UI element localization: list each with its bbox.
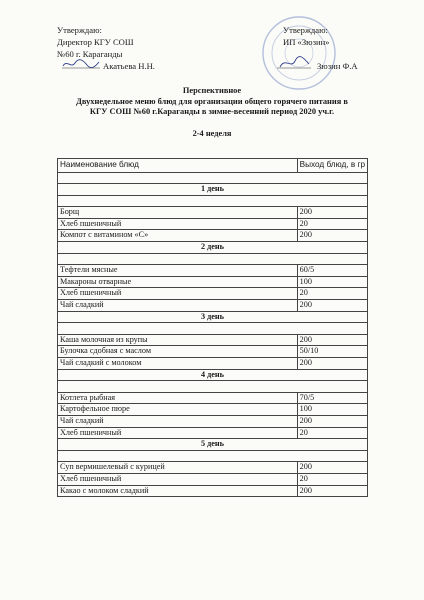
day-row [58,184,368,196]
dish-output: 200 [297,334,367,346]
table-row [58,415,368,427]
day-row [58,242,368,254]
day-label: 5 день [58,439,368,451]
dish-output: 20 [297,427,367,439]
table-header-row [58,159,368,173]
dish-output: 70/5 [297,392,367,404]
approval-block-right [283,24,358,72]
table-row [58,462,368,474]
contractor-name: Зюзин Ф.А [317,61,358,71]
contractor-signature-line [283,60,358,72]
document-title [40,86,384,118]
dish-name: Суп вермишелевый с курицей [58,462,298,474]
dish-output: 200 [297,358,367,370]
contractor-signature-icon [277,55,313,71]
week-label: 2-4 неделя [192,129,232,138]
spacer-row [58,195,368,207]
title-line-3: КГУ СОШ №60 г.Караганды в зимне-весенний период 2020 уч.г. [89,107,335,116]
table-row [58,207,368,219]
dish-name: Чай сладкий с молоком [58,358,298,370]
dish-name: Картофельное пюре [58,404,298,416]
table-row [58,218,368,230]
school-name: №60 г. Караганды [57,49,123,59]
dish-name: Какао с молоком сладкий [58,485,298,497]
dish-name: Чай сладкий [58,415,298,427]
dish-name: Чай сладкий [58,300,298,312]
day-label: 4 день [58,369,368,381]
dish-name: Компот с витамином «С» [58,230,298,242]
spacer-row [58,323,368,335]
title-line-2: Двухнедельное меню блюд для организации общего горячего питания в [76,96,348,106]
dish-name: Булочка сдобная с маслом [58,346,298,358]
dish-output: 200 [297,230,367,242]
dish-name: Борщ [58,207,298,219]
table-row [58,404,368,416]
dish-output: 200 [297,415,367,427]
day-label: 3 день [58,311,368,323]
dish-name: Тефтели мясные [58,265,298,277]
table-row [58,473,368,485]
day-row [58,439,368,451]
dish-name: Хлеб пшеничный [58,288,298,300]
dish-output: 50/10 [297,346,367,358]
table-row [58,427,368,439]
column-header-output: Выход блюд, в гр [297,159,367,173]
title-line-1: Перспективное [182,86,242,95]
dish-name: Котлета рыбная [58,392,298,404]
column-header-dish: Наименование блюд [58,159,298,173]
table-row [58,392,368,404]
dish-output: 200 [297,462,367,474]
dish-name: Каша молочная из крупы [58,334,298,346]
approve-label-right: Утверждаю: [283,25,328,35]
director-signature-icon [61,57,101,71]
table-row [58,334,368,346]
dish-output: 20 [297,288,367,300]
approval-block-left [57,24,155,72]
table-row [58,300,368,312]
day-row [58,311,368,323]
spacer-row [58,381,368,393]
director-position: Директор КГУ СОШ [57,37,134,47]
dish-name: Хлеб пшеничный [58,427,298,439]
dish-output: 100 [297,276,367,288]
dish-name: Макароны отварные [58,276,298,288]
day-label: 2 день [58,242,368,254]
director-signature-line [57,60,155,72]
day-label: 1 день [58,184,368,196]
dish-output: 200 [297,300,367,312]
table-row [58,288,368,300]
director-name: Акатьева Н.Н. [103,61,155,71]
dish-name: Хлеб пшеничный [58,218,298,230]
spacer-row [58,253,368,265]
table-row [58,358,368,370]
day-row [58,369,368,381]
dish-output: 100 [297,404,367,416]
table-row [58,230,368,242]
dish-output: 200 [297,485,367,497]
dish-output: 20 [297,473,367,485]
table-row [58,485,368,497]
contractor-org: ИП «Зюзин» [283,37,330,47]
table-row [58,265,368,277]
table-row [58,346,368,358]
table-row [58,276,368,288]
menu-table [57,158,368,497]
spacer-row [58,450,368,462]
spacer-row [58,172,368,184]
approve-label-left: Утверждаю: [57,25,102,35]
dish-output: 200 [297,207,367,219]
dish-name: Хлеб пшеничный [58,473,298,485]
dish-output: 60/5 [297,265,367,277]
dish-output: 20 [297,218,367,230]
